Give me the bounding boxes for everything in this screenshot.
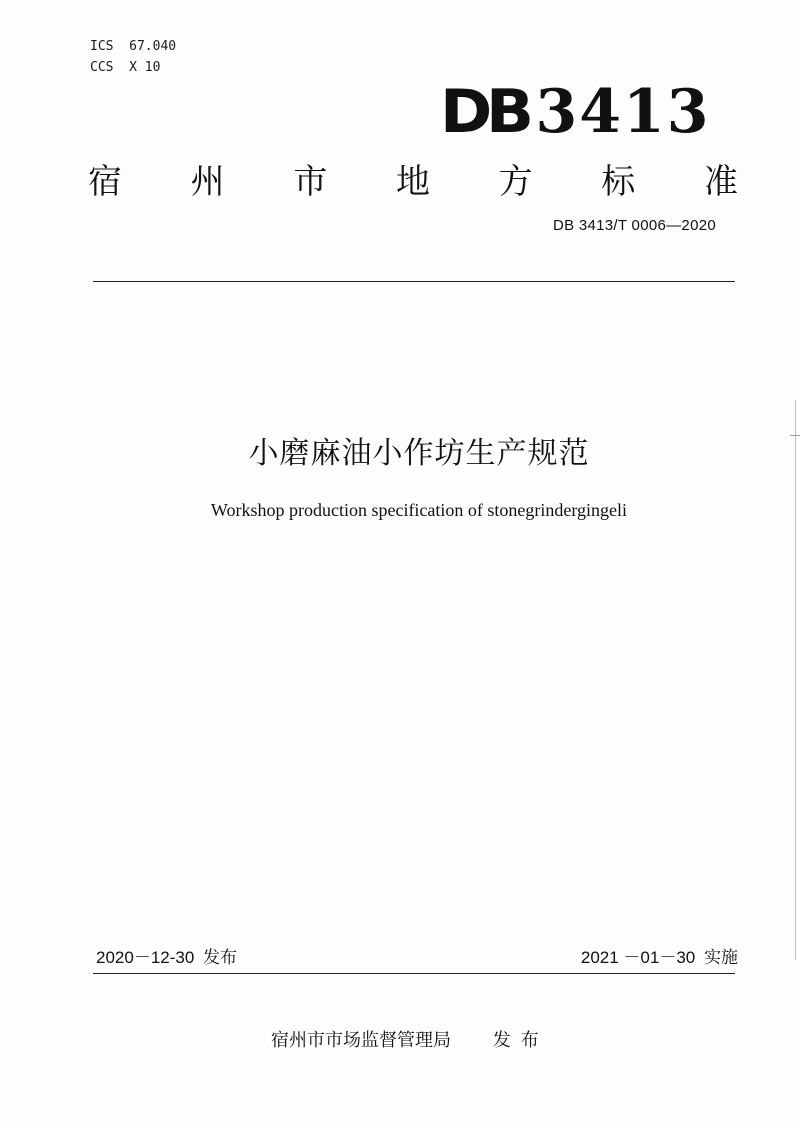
issue-date-line — [96, 946, 237, 970]
issue-label: 发布 — [203, 948, 238, 968]
category-char: 州 — [190, 162, 225, 202]
issuer-action: 发布 — [492, 1030, 549, 1051]
category-char: 宿 — [88, 162, 122, 202]
category-char: 准 — [703, 162, 738, 202]
issuer-name: 宿州市市场监督管理局 — [271, 1030, 451, 1051]
classification-codes — [90, 36, 176, 78]
db-logo — [440, 77, 711, 147]
category-char: 市 — [293, 162, 328, 202]
standard-number: DB 3413/T 0006—2020 — [552, 217, 716, 234]
top-divider — [93, 281, 735, 282]
ccs-code: CCS X 10 — [90, 60, 161, 75]
standard-category-title — [88, 160, 738, 204]
issuer-line — [271, 1028, 549, 1054]
document-title-english: Workshop production specification of stonegrindergingeli — [210, 500, 628, 520]
category-char: 方 — [498, 162, 533, 202]
implementation-date-line — [581, 946, 738, 970]
document-title-chinese: 小磨麻油小作坊生产规范 — [248, 436, 590, 471]
scan-edge-line — [795, 400, 796, 960]
logo-number: 3413 — [535, 77, 711, 147]
ics-code: ICS 67.040 — [90, 39, 177, 54]
category-char: 标 — [601, 162, 636, 202]
implementation-date: 2021 －01－30 — [580, 948, 696, 967]
implementation-label: 实施 — [704, 948, 738, 968]
category-char: 地 — [395, 162, 430, 202]
logo-prefix: DB — [440, 77, 528, 147]
scan-edge-tick — [790, 435, 800, 436]
bottom-divider — [93, 973, 735, 974]
issue-date: 2020－12-30 — [96, 948, 195, 967]
